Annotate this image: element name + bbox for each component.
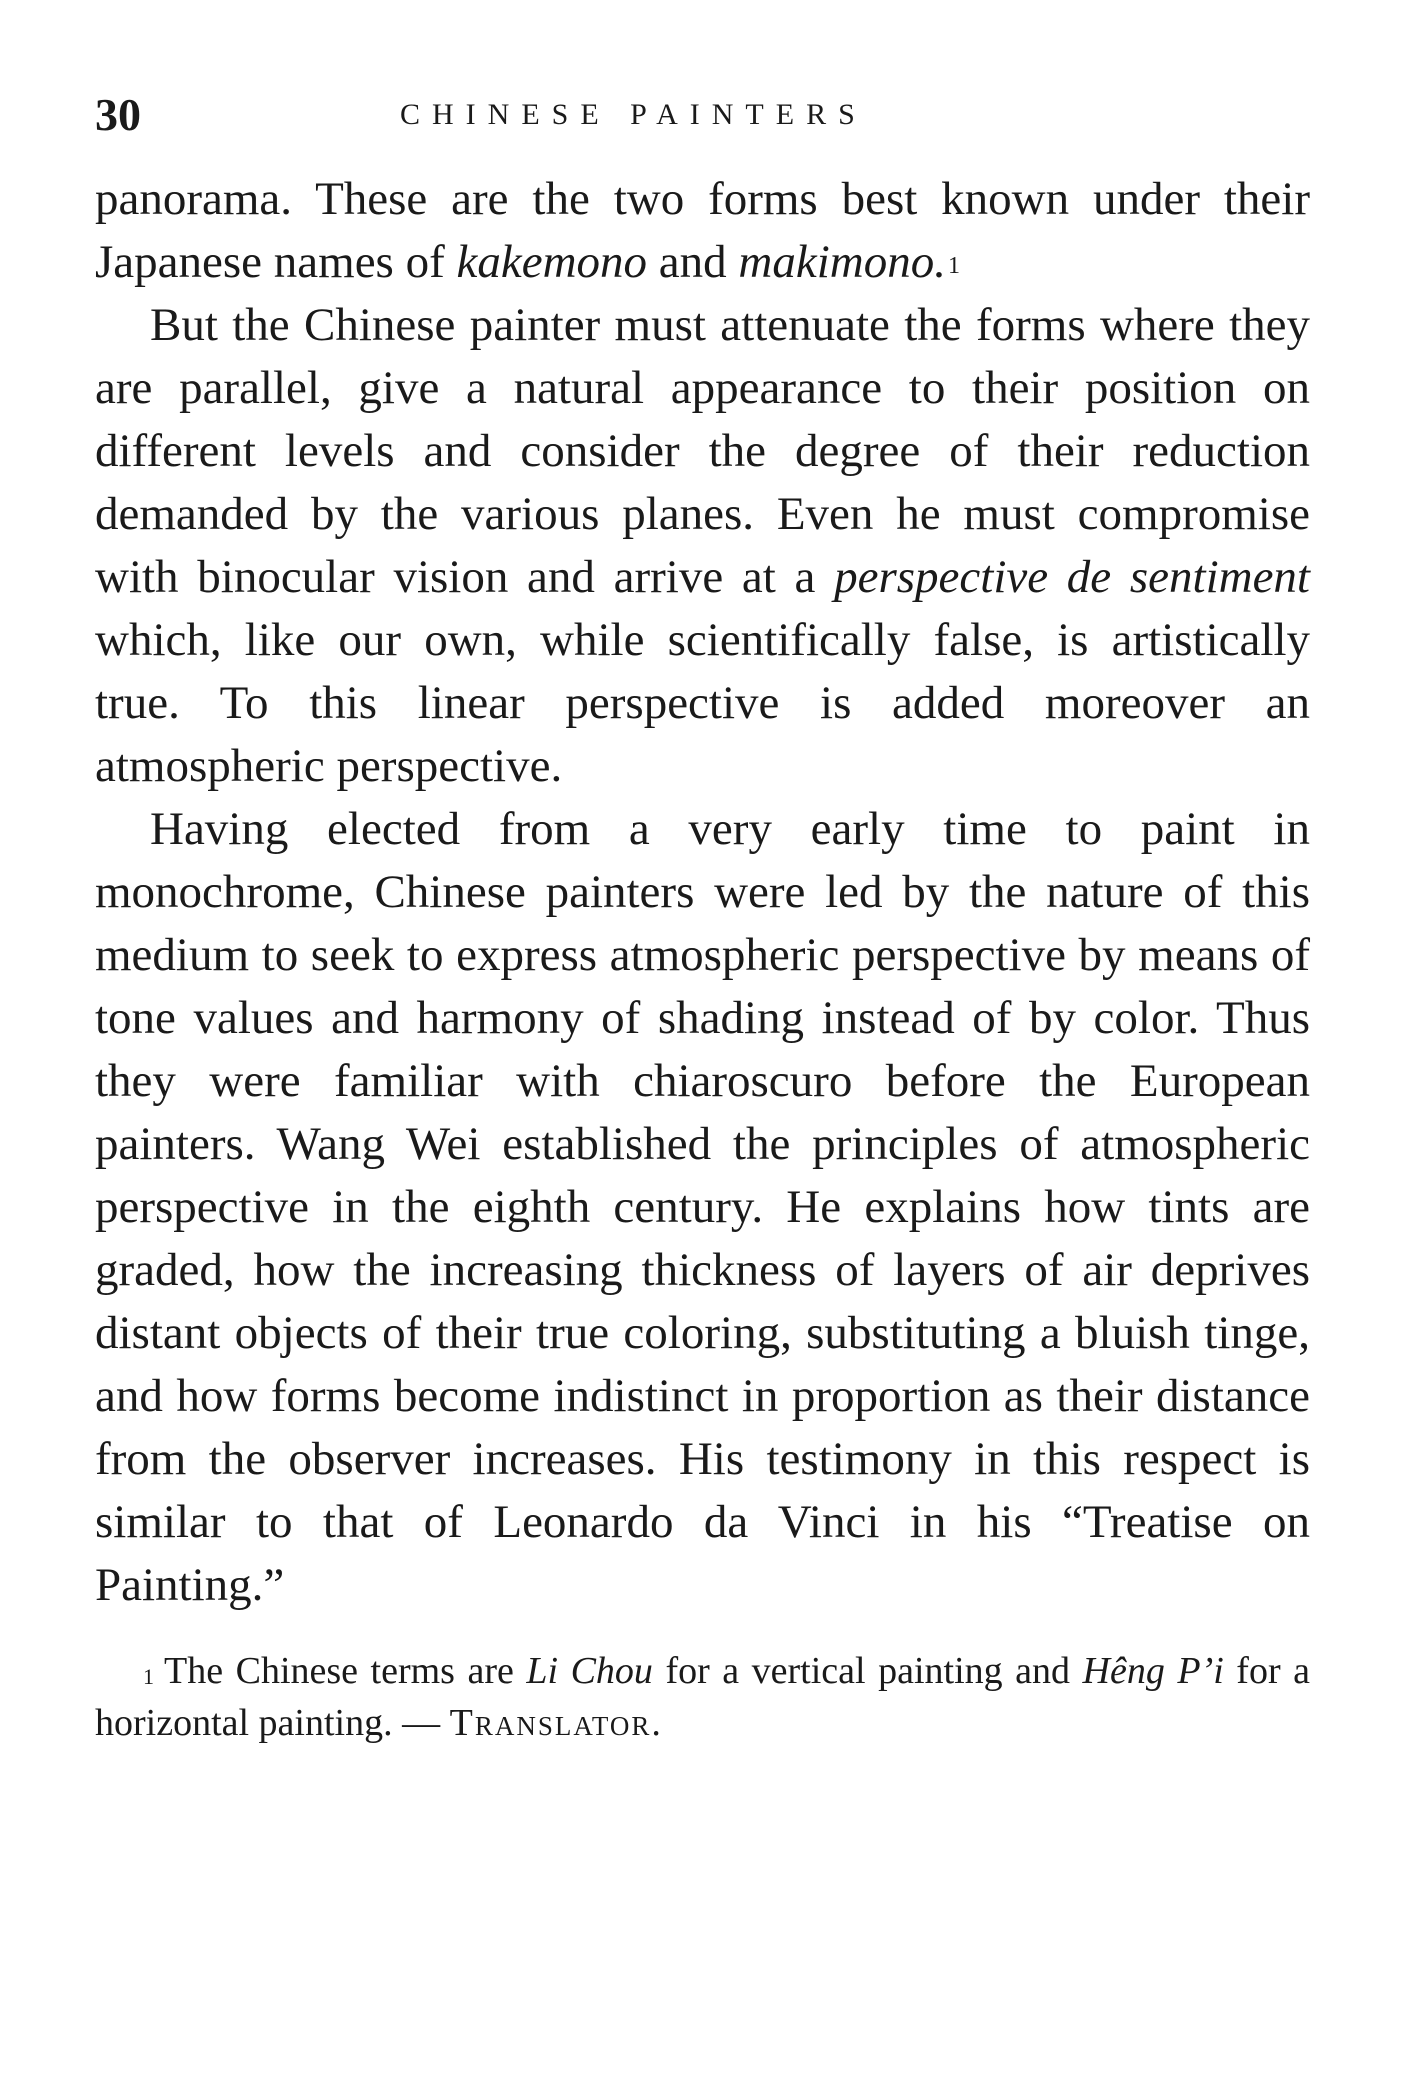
running-head (95, 80, 1310, 150)
paragraph-1 (95, 168, 1310, 294)
term-perspective-de-sentiment: perspective de sentiment (834, 551, 1310, 603)
footnote-reference: 1 (947, 253, 960, 279)
paragraph-3: Having elected from a very early time to paint in monochrome, Chinese painters were led by the nature of this medium to seek to express atmospheric perspective by means of tone values and harmony of shading instead of by color. Thus they were familiar with chiaroscuro before the European painters. Wang Wei established the principles of atmospheric perspective in the eighth century. He explains how tints are graded, how the increasing thickness of layers of air deprives distant objects of their true coloring, substituting a bluish tinge, and how forms become indistinct in proportion as their distance from the observer increases. His testimony in this respect is similar to that of Leonardo da Vinci in his “Treatise on Painting.” (95, 803, 1310, 1611)
paragraph-2-text-end: which, like our own, while scientifically false, is artistically true. To this linear perspective is added moreover an atmospheric perspective. (95, 614, 1310, 792)
body-text (95, 168, 1310, 1617)
footnote-text-start: The Chinese terms are (164, 1650, 527, 1692)
running-title: CHINESE PAINTERS (400, 98, 867, 131)
footnote-text-end: for a horizontal painting. — (95, 1650, 1310, 1744)
paragraph-1-text: panorama. These are the two forms best known under their Japanese names of (95, 173, 1310, 288)
footnote-text-mid: for a vertical painting and (652, 1650, 1083, 1692)
paragraph-2-text-start: But the Chinese painter must attenuate the forms where they are parallel, give a natural appearance to their position on different levels and consider the degree of their reduction demanded by the various planes. Even he must compromise with binocular vision and arrive at a (95, 299, 1310, 603)
translator-signature: Translator. (449, 1702, 663, 1744)
term-makimono: makimono. (738, 236, 946, 288)
term-li-chou: Li Chou (526, 1650, 653, 1692)
page-number: 30 (95, 89, 141, 140)
term-heng-pi: Hêng P’i (1082, 1650, 1224, 1692)
paragraph-2 (95, 294, 1310, 798)
footnote-mark: 1 (143, 1664, 154, 1689)
book-page (95, 80, 1310, 1749)
term-kakemono: kakemono (456, 236, 648, 288)
paragraph-1-conjunction: and (647, 236, 739, 288)
footnote (95, 1645, 1310, 1749)
